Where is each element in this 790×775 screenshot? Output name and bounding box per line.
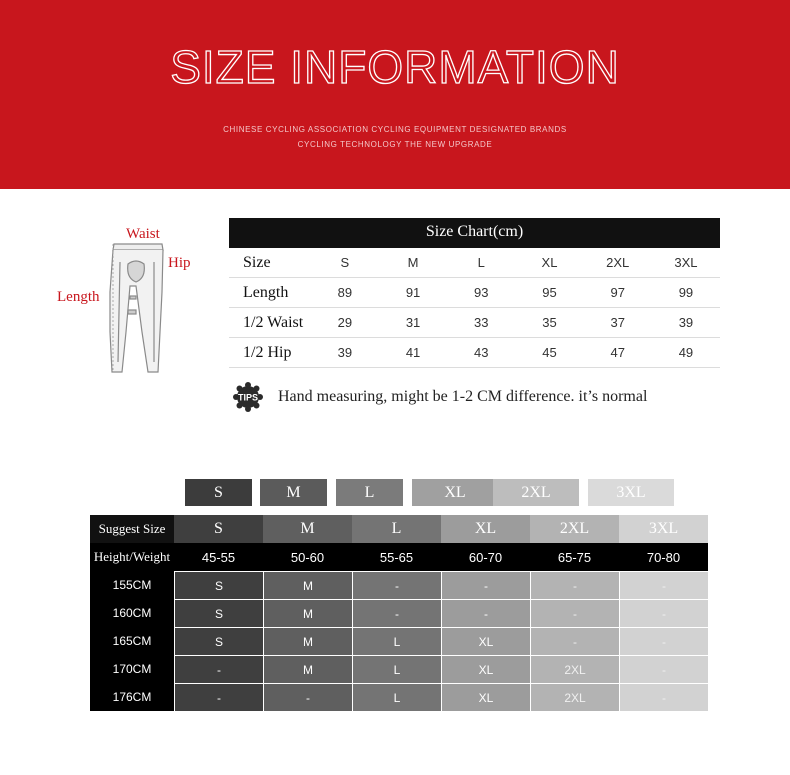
suggest-size-header-cell: 2XL: [530, 515, 619, 543]
size-chart-cell: 47: [610, 345, 625, 360]
banner-subtitle-2: CYCLING TECHNOLOGY THE NEW UPGRADE: [297, 140, 493, 149]
size-chart-cell: 39: [678, 315, 694, 330]
suggest-size-cell: -: [263, 683, 352, 711]
suggest-size-cell: XL: [441, 683, 530, 711]
height-label: 160CM: [90, 599, 174, 627]
suggest-table-row: [90, 655, 708, 683]
suggest-size-cell: -: [174, 683, 263, 711]
size-chart-cell: S: [340, 255, 350, 270]
size-chart-cell: M: [407, 255, 419, 270]
suggest-size-cell: -: [619, 627, 708, 655]
suggest-size-cell: S: [174, 599, 263, 627]
height-weight-cell: 50-60: [263, 543, 352, 571]
size-chart-cell: 41: [405, 345, 421, 360]
size-chart-cell: 93: [474, 285, 489, 300]
suggest-size-cell: -: [530, 571, 619, 599]
suggest-size-header-cell: XL: [441, 515, 530, 543]
suggest-size-cell: S: [174, 571, 263, 599]
height-label: 176CM: [90, 683, 174, 711]
size-swatch: M: [260, 479, 327, 506]
height-label: 165CM: [90, 627, 174, 655]
suggest-size-cell: 2XL: [530, 655, 619, 683]
size-swatch: 3XL: [588, 479, 674, 506]
suggest-size-cell: M: [263, 599, 352, 627]
height-weight-cell: 65-75: [530, 543, 619, 571]
suggest-size-header-cell: L: [352, 515, 441, 543]
suggest-table-row: [90, 627, 708, 655]
suggest-size-cell: 2XL: [530, 683, 619, 711]
waist-label: Waist: [126, 226, 160, 242]
size-chart-cell: 99: [678, 285, 694, 300]
size-chart-row-label: Size: [243, 253, 271, 271]
tips-icon: [232, 381, 264, 413]
suggest-size-cell: M: [263, 627, 352, 655]
suggest-header-row: [90, 515, 708, 543]
size-chart-row: [229, 248, 720, 278]
hip-label: Hip: [168, 255, 191, 271]
suggest-size-cell: -: [619, 599, 708, 627]
size-chart-cell: 3XL: [674, 255, 698, 270]
suggest-size-table: [90, 515, 708, 711]
size-chart-cell: L: [477, 255, 485, 270]
suggest-size-cell: M: [263, 571, 352, 599]
suggest-table-row: [90, 599, 708, 627]
size-swatch: S: [185, 479, 252, 506]
size-chart-cell: 91: [405, 285, 421, 300]
suggest-size-cell: L: [352, 627, 441, 655]
size-swatch: 2XL: [493, 479, 579, 506]
suggest-size-header-cell: S: [174, 515, 263, 543]
size-info-banner: [0, 0, 790, 189]
height-weight-cell: 45-55: [174, 543, 263, 571]
suggest-size-cell: -: [174, 655, 263, 683]
height-weight-cell: 60-70: [441, 543, 530, 571]
size-chart-cell: 95: [542, 285, 557, 300]
size-chart-title: Size Chart(cm): [229, 218, 720, 248]
pants-figure: [50, 222, 210, 382]
size-chart-cell: 89: [337, 285, 353, 300]
suggest-size-cell: -: [352, 571, 441, 599]
size-chart-row: [229, 308, 720, 338]
suggest-size-cell: XL: [441, 627, 530, 655]
suggest-size-cell: -: [352, 599, 441, 627]
height-weight-label: Height/Weight: [90, 543, 174, 571]
suggest-size-cell: -: [619, 655, 708, 683]
suggest-table-row: [90, 683, 708, 711]
banner-subtitle-1: CHINESE CYCLING ASSOCIATION CYCLING EQUIPMENT DESIGNATED BRANDS: [223, 125, 567, 134]
suggest-size-cell: -: [441, 571, 530, 599]
banner-title: SIZE INFORMATION: [170, 41, 620, 93]
height-weight-row: [90, 543, 708, 571]
suggest-size-cell: -: [441, 599, 530, 627]
suggest-size-cell: L: [352, 683, 441, 711]
height-weight-cell: 70-80: [619, 543, 708, 571]
size-chart-cell: 31: [405, 315, 421, 330]
suggest-table-row: [90, 571, 708, 599]
suggest-size-cell: M: [263, 655, 352, 683]
size-chart-row-label: 1/2 Waist: [243, 313, 304, 331]
suggest-size-header-cell: 3XL: [619, 515, 708, 543]
suggest-size-label: Suggest Size: [90, 515, 174, 543]
size-swatch: L: [336, 479, 403, 506]
suggest-size-cell: S: [174, 627, 263, 655]
size-chart-cell: 37: [610, 315, 625, 330]
suggest-size-header-cell: M: [263, 515, 352, 543]
suggest-size-cell: -: [530, 627, 619, 655]
size-chart-cell: 2XL: [606, 255, 630, 270]
size-chart-cell: 35: [542, 315, 557, 330]
suggest-size-cell: -: [530, 599, 619, 627]
size-chart-row: [229, 278, 720, 308]
height-weight-cell: 55-65: [352, 543, 441, 571]
length-label: Length: [57, 289, 100, 305]
suggest-size-cell: -: [619, 683, 708, 711]
size-chart-cell: 43: [474, 345, 489, 360]
suggest-size-cell: -: [619, 571, 708, 599]
height-label: 155CM: [90, 571, 174, 599]
size-chart-row-label: Length: [243, 283, 289, 301]
size-chart-cell: 97: [610, 285, 625, 300]
suggest-size-cell: L: [352, 655, 441, 683]
size-swatch: XL: [412, 479, 498, 506]
size-chart-row: [229, 338, 720, 368]
size-chart-table: [229, 218, 720, 368]
size-chart-cell: 39: [337, 345, 353, 360]
suggest-size-cell: XL: [441, 655, 530, 683]
tips-text: Hand measuring, might be 1-2 CM difference. it’s normal: [278, 388, 648, 405]
height-label: 170CM: [90, 655, 174, 683]
size-chart-cell: 29: [337, 315, 353, 330]
tips-note: [232, 381, 647, 413]
size-chart-cell: 49: [678, 345, 694, 360]
size-chart-cell: 33: [474, 315, 489, 330]
size-chart-row-label: 1/2 Hip: [243, 343, 292, 361]
tips-icon-text: TIPS: [237, 392, 259, 403]
size-chart-cell: 45: [542, 345, 557, 360]
size-chart-cell: XL: [541, 255, 558, 270]
